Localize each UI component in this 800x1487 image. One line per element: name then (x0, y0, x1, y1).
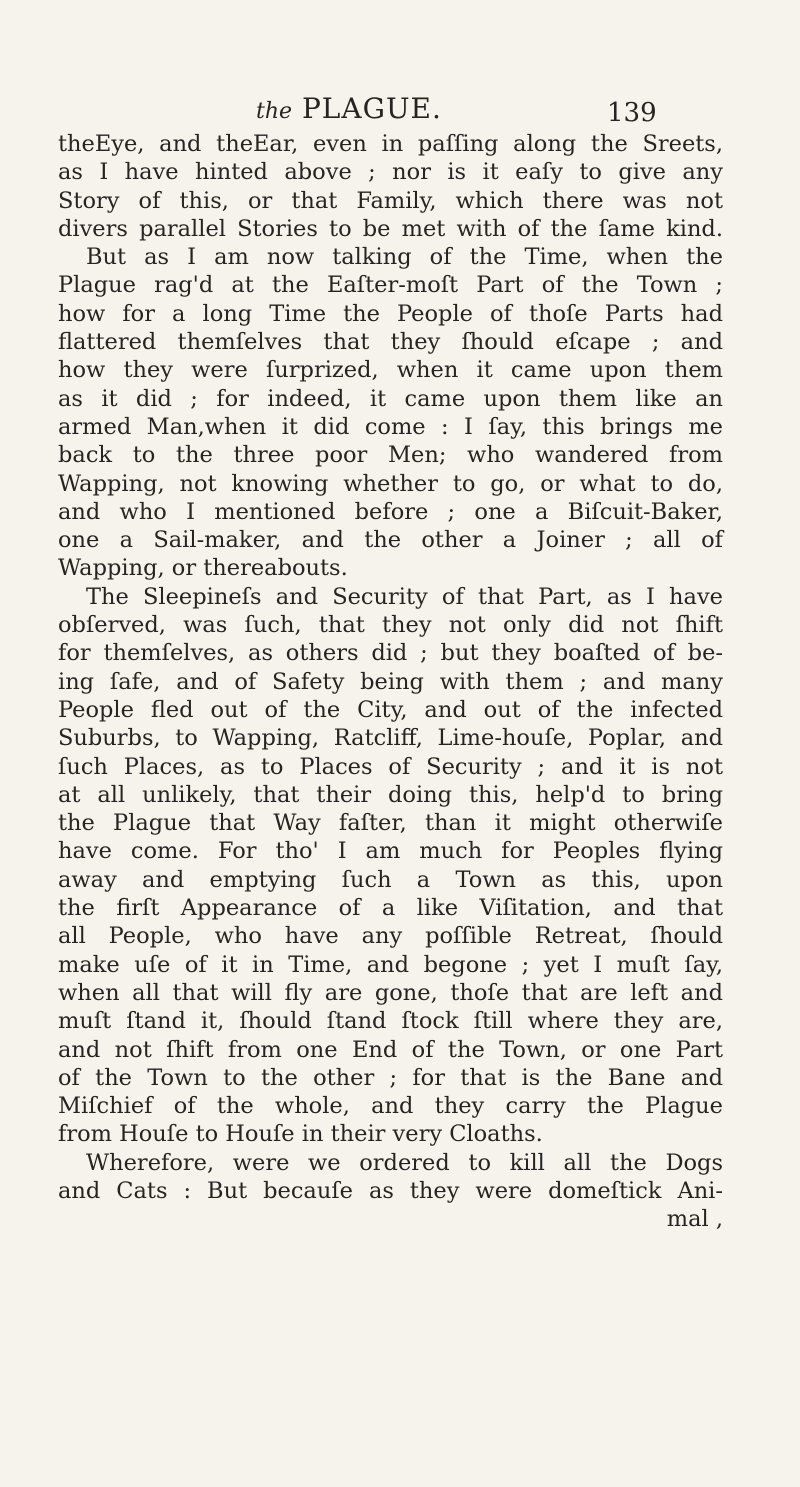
text-line: Miſchief of the whole, and they carry the Plague (58, 1093, 723, 1120)
text-line: theEye, and theEar, even in paſſing along the Sreets, (58, 131, 723, 157)
text-line: Wherefore, were we ordered to kill all the Dogs (86, 1149, 723, 1176)
text-line: armed Man,when it did come : I ſay, this brings me (58, 413, 723, 440)
text-line: But as I am now talking of the Time, when the (86, 244, 723, 271)
text-line: Suburbs, to Wapping, Ratcliff, Lime-houſe, Poplar, and (58, 725, 723, 752)
text-line: for themſelves, as others did ; but they boaſted of be- (58, 640, 723, 667)
text-line: Wapping, or thereabouts. (58, 555, 348, 582)
running-title (256, 92, 442, 125)
page-header (0, 92, 800, 126)
catchword: mal , (666, 1206, 723, 1233)
text-line: ſuch Places, as to Places of Security ; and it is not (58, 753, 723, 780)
text-line: the Plague that Way faſter, than it might otherwiſe (58, 810, 723, 837)
text-line: Story of this, or that Family, which there was not (58, 187, 723, 214)
body-text (58, 130, 723, 1234)
text-line: the firſt Appearance of a like Viſitation, and that (58, 895, 723, 922)
text-line: as it did ; for indeed, it came upon them like an (58, 385, 723, 412)
text-line: People fled out of the City, and out of the infected (58, 696, 723, 723)
text-line: away and emptying ſuch a Town as this, upon (58, 866, 723, 893)
text-line: divers parallel Stories to be met with of the ſame kind. (58, 215, 723, 242)
text-line: from Houſe to Houſe in their very Cloaths. (58, 1121, 543, 1148)
text-line: and Cats : But becauſe as they were domeſtick Ani- (58, 1177, 723, 1204)
text-line: ing ſafe, and of Safety being with them ; and many (58, 668, 723, 695)
text-line: make uſe of it in Time, and begone ; yet I muſt ſay, (58, 951, 723, 978)
text-line: one a Sail-maker, and the other a Joiner ; all of (58, 527, 723, 554)
text-line: at all unlikely, that their doing this, help'd to bring (58, 781, 723, 808)
text-line: all People, who have any poſſible Retreat, ſhould (58, 923, 723, 950)
text-line: and who I mentioned before ; one a Biſcuit-Baker, (58, 498, 723, 525)
text-line: obſerved, was ſuch, that they not only did not ſhift (58, 612, 723, 639)
text-line: back to the three poor Men; who wandered from (58, 442, 723, 469)
text-line: how for a long Time the People of thoſe Parts had (58, 300, 723, 327)
text-line: as I have hinted above ; nor is it eaſy to give any (58, 159, 723, 186)
text-line: when all that will fly are gone, thoſe that are left and (58, 979, 723, 1006)
text-line: and not ſhift from one End of the Town, or one Part (58, 1036, 723, 1063)
text-line: have come. For tho' I am much for Peoples flying (58, 838, 723, 865)
text-line: flattered themſelves that they ſhould eſcape ; and (58, 329, 723, 356)
running-title-article: the (256, 99, 293, 124)
text-line: how they were ſurprized, when it came upon them (58, 357, 723, 384)
running-title-text: PLAGUE. (301, 92, 442, 125)
text-line: The Sleepineſs and Security of that Part, as I have (86, 583, 723, 610)
page-number: 139 (607, 98, 657, 128)
text-line: muſt ſtand it, ſhould ſtand ſtock ſtill where they are, (58, 1008, 723, 1035)
text-line: of the Town to the other ; for that is the Bane and (58, 1064, 723, 1091)
text-line: Wapping, not knowing whether to go, or what to do, (58, 470, 723, 497)
text-line: Plague rag'd at the Eaſter-moſt Part of the Town ; (58, 272, 723, 299)
